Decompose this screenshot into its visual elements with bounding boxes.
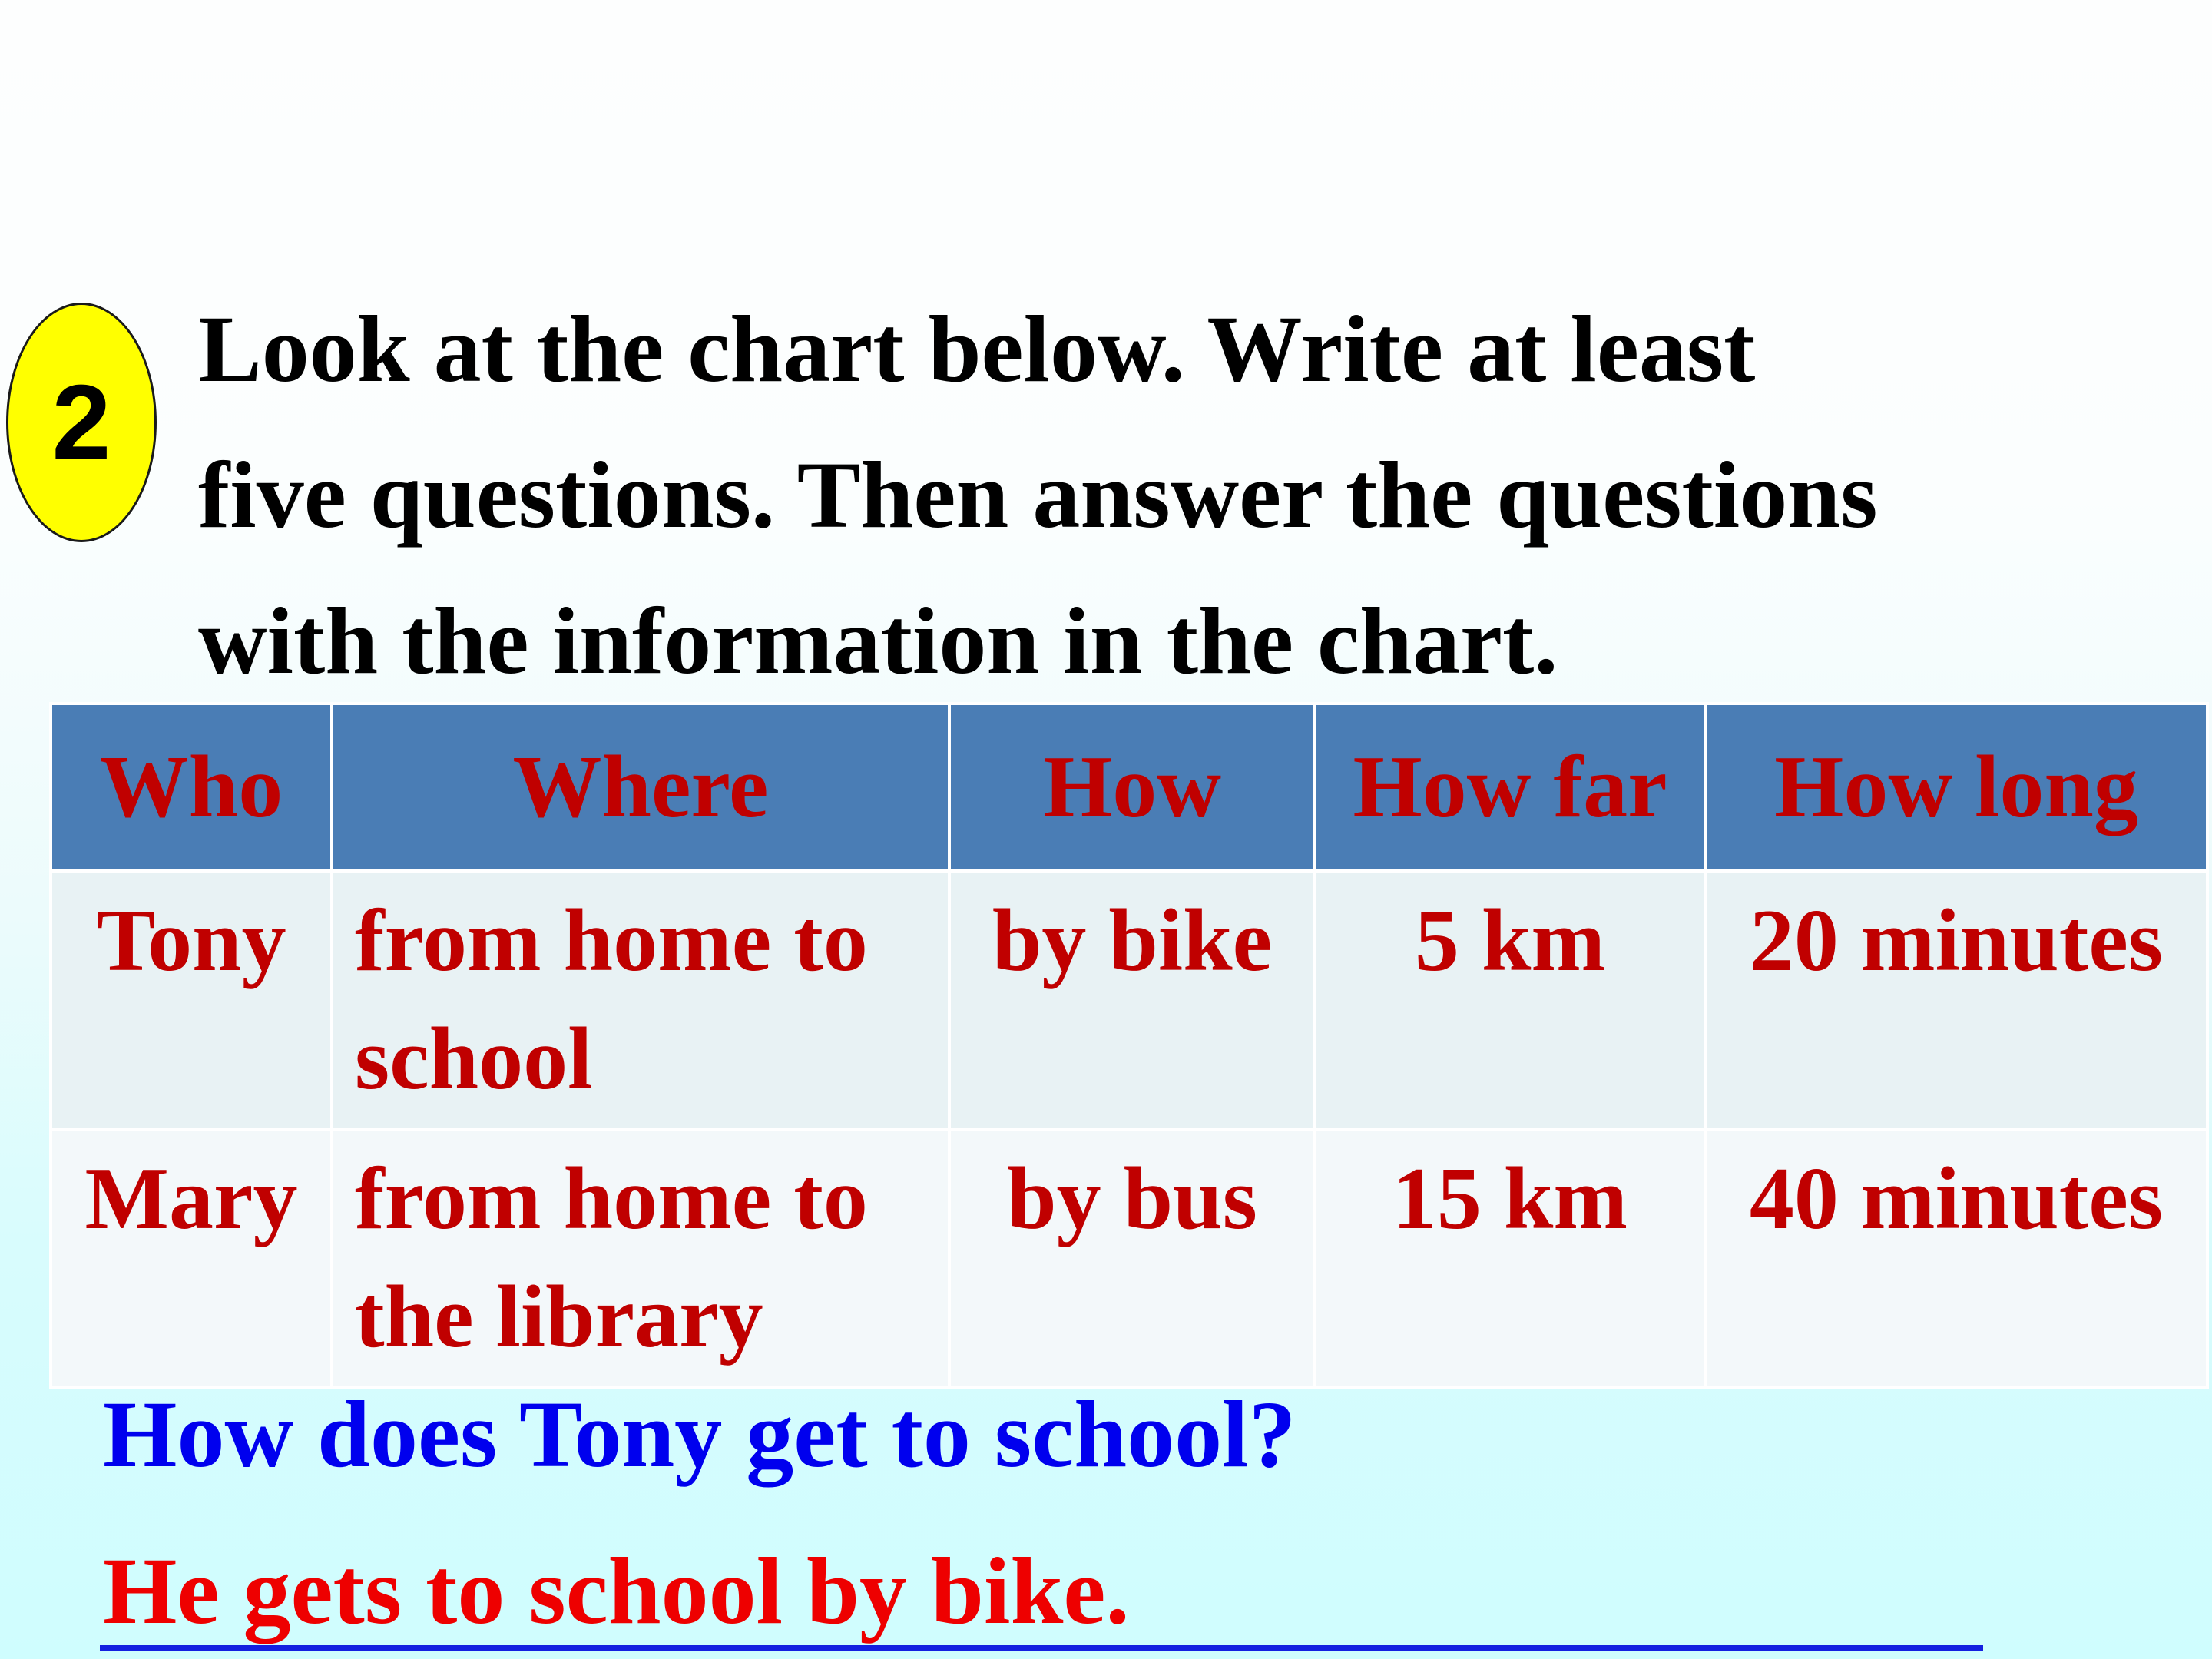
header-who: Who: [51, 704, 332, 871]
header-how-far: How far: [1315, 704, 1705, 871]
exercise-number: 2: [51, 363, 111, 482]
instruction-line: five questions. Then answer the questions: [198, 442, 1878, 548]
instruction-line: with the information in the chart.: [198, 588, 1558, 694]
header-where: Where: [332, 704, 949, 871]
cell-how-long: 40 minutes: [1705, 1129, 2207, 1387]
cell-how-far: 5 km: [1315, 871, 1705, 1129]
cell-how: by bus: [949, 1129, 1315, 1387]
exercise-number-badge: [6, 303, 157, 542]
cell-where: from home to the library: [332, 1129, 949, 1387]
example-answer: He gets to school by bike.: [103, 1538, 1130, 1644]
cell-how: by bike: [949, 871, 1315, 1129]
header-how-long: How long: [1705, 704, 2207, 871]
cell-how-long: 20 minutes: [1705, 871, 2207, 1129]
cell-who: Tony: [51, 871, 332, 1129]
example-question: How does Tony get to school?: [103, 1382, 1296, 1487]
instruction-line: Look at the chart below. Write at least: [198, 296, 1756, 402]
info-chart-table: [49, 702, 2209, 1389]
cell-who: Mary: [51, 1129, 332, 1387]
table-header-row: [51, 704, 2207, 871]
cell-where: from home to school: [332, 871, 949, 1129]
table-row: [51, 871, 2207, 1129]
header-how: How: [949, 704, 1315, 871]
cell-how-far: 15 km: [1315, 1129, 1705, 1387]
answer-underline: [100, 1645, 1983, 1651]
table-row: [51, 1129, 2207, 1387]
instructions: [198, 276, 2180, 714]
